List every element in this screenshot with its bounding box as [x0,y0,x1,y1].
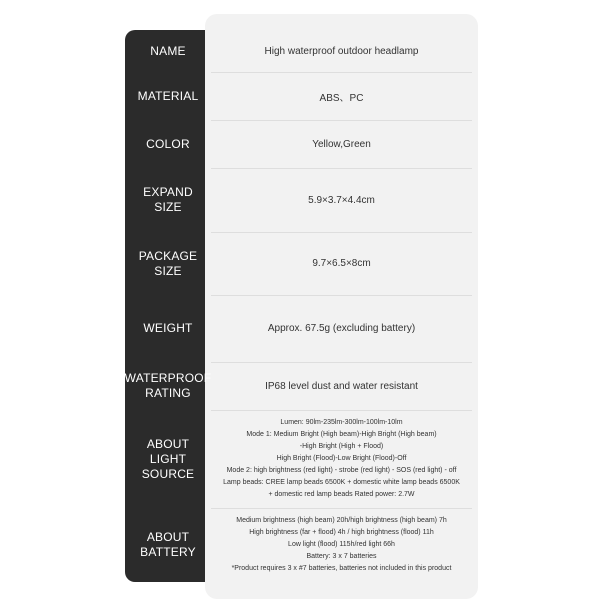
spec-label-text: WATERPROOF RATING [124,371,212,400]
row-divider [211,120,472,121]
row-divider [211,362,472,363]
spec-value [205,362,478,410]
spec-label [125,30,211,72]
spec-label-text: ABOUT LIGHT SOURCE [141,436,195,481]
spec-value [205,508,478,582]
row-divider [211,508,472,509]
spec-row [0,508,600,582]
spec-value-line: Lamp beads: CREE lamp beads 6500K + domestic white lamp beads 6500K [223,479,460,486]
spec-label [125,168,211,232]
row-divider [211,232,472,233]
spec-value-line: Low light (flood) 115h/red light 66h [288,541,395,548]
spec-value-line: Mode 2: high brightness (red light) - strobe (red light) - SOS (red light) - off [226,467,457,474]
spec-value-line: Lumen: 90lm-235lm-300lm-100lm-10lm [280,419,403,426]
spec-value-line: *Product requires 3 x #7 batteries, batteries not included in this product [231,565,452,572]
row-divider [211,410,472,411]
spec-value [205,232,478,295]
spec-value-line: + domestic red lamp beads Rated power: 2.7W [268,491,415,498]
spec-value-line: Approx. 67.5g (excluding battery) [267,323,416,334]
spec-label [125,72,211,120]
spec-value-line: High brightness (far + flood) 4h / high brightness (flood) 11h [249,529,434,536]
row-divider [211,72,472,73]
spec-value-line: Yellow,Green [312,138,371,150]
spec-row [0,168,600,232]
spec-value-line: ABS、PC [319,92,364,104]
spec-value [205,295,478,362]
spec-value [205,72,478,120]
spec-label-text: COLOR [146,136,190,151]
spec-label [125,120,211,168]
spec-value [205,410,478,508]
spec-label [125,295,211,362]
spec-label [125,410,211,508]
spec-value-line: Battery: 3 x 7 batteries [306,553,377,560]
spec-value-line: 9.7×6.5×8cm [312,258,371,269]
spec-value-line: High waterproof outdoor headlamp [264,45,419,57]
spec-label [125,508,211,582]
spec-label [125,362,211,410]
spec-row [0,410,600,508]
spec-label-text: ABOUT BATTERY [140,530,196,559]
spec-value-line: High Bright (Flood)-Low Bright (Flood)-Off [276,455,407,462]
spec-value-line: 5.9×3.7×4.4cm [308,194,375,206]
spec-value-line: -High Bright (High + Flood) [299,443,384,450]
spec-row [0,295,600,362]
spec-label-text: MATERIAL [137,88,199,103]
row-divider [211,295,472,296]
spec-value [205,120,478,168]
spec-row [0,232,600,295]
spec-value [205,168,478,232]
row-divider [211,168,472,169]
spec-label-text: NAME [150,43,186,58]
spec-value [205,30,478,72]
spec-value-line: Mode 1: Medium Bright (High beam)-High Bright (High beam) [246,431,437,438]
spec-label [125,232,211,295]
spec-label-text: EXPAND SIZE [143,185,193,214]
spec-row [0,362,600,410]
spec-row [0,120,600,168]
spec-value-line: Medium brightness (high beam) 20h/high brightness (high beam) 7h [236,517,447,524]
spec-row [0,72,600,120]
spec-label-text: WEIGHT [143,321,193,335]
spec-label-text: PACKAGE SIZE [138,248,198,278]
spec-row [0,30,600,72]
spec-value-line: IP68 level dust and water resistant [265,380,418,392]
